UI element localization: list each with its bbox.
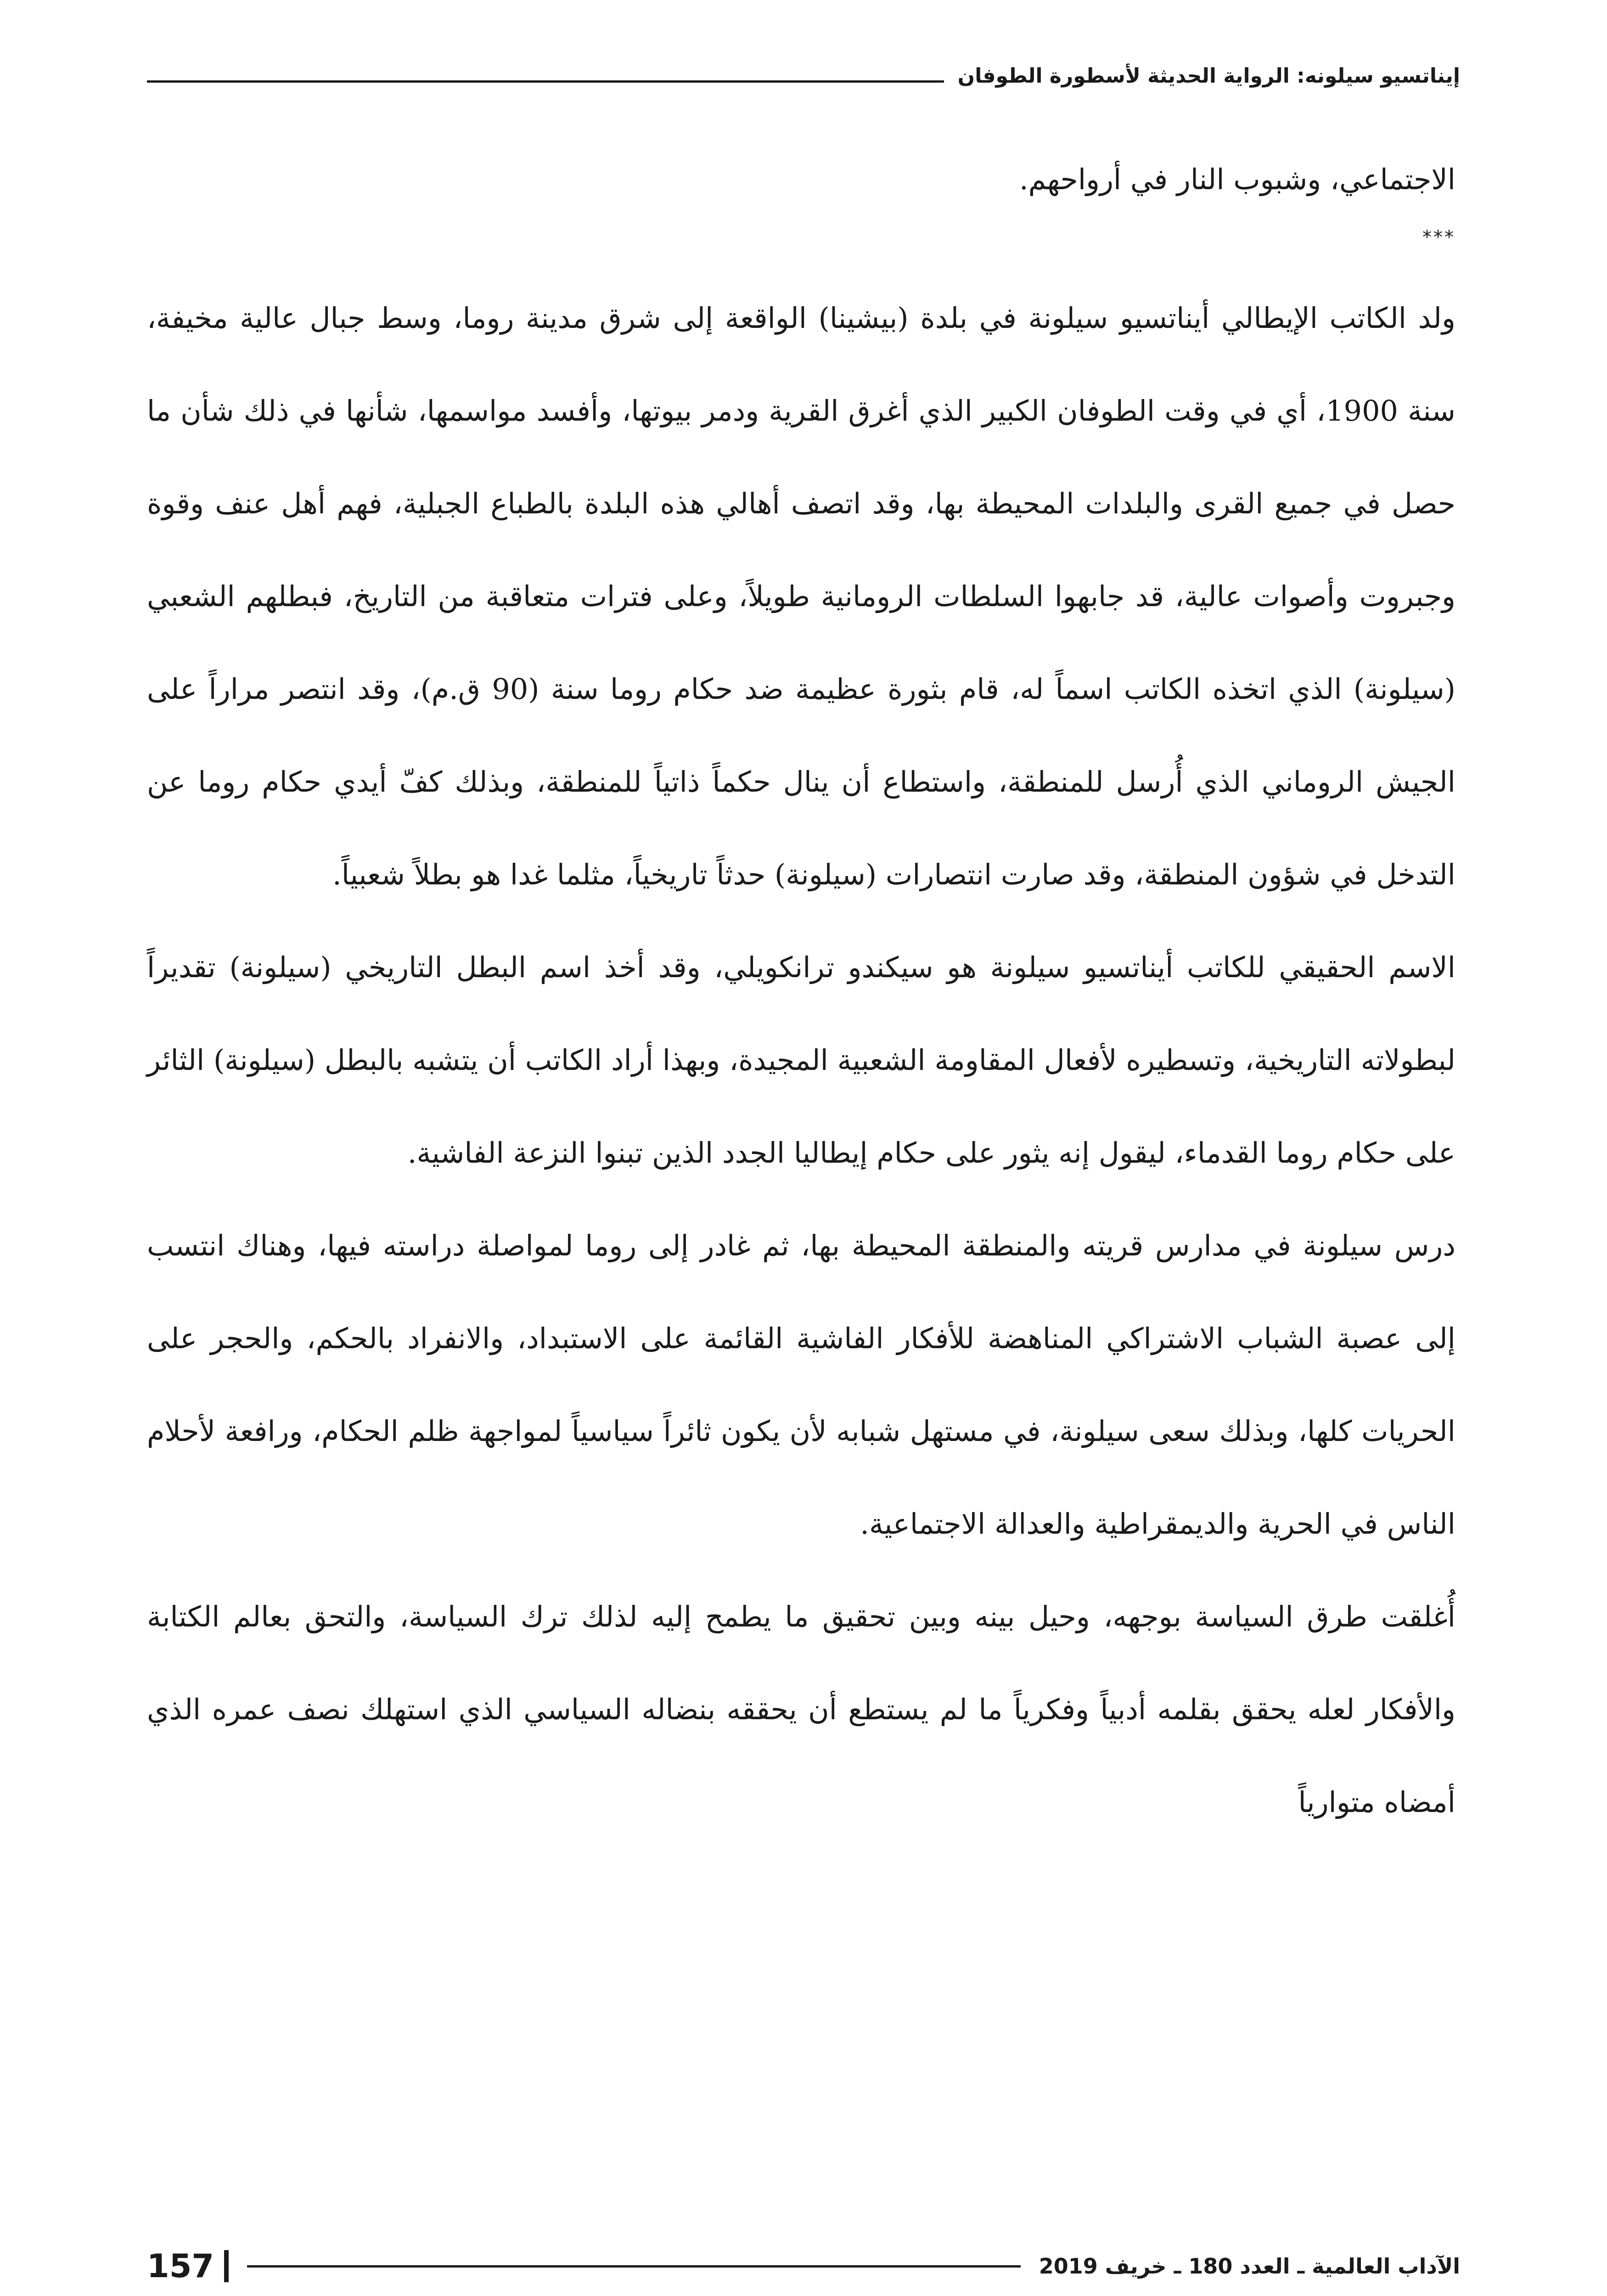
paragraph-1: الاجتماعي، وشبوب النار في أرواحهم.	[1019, 163, 1455, 196]
paragraph-5: أُغلقت طرق السياسة بوجهه، وحيل بينه وبين تحقيق ما يطمح إليه لذلك ترك السياسة، والتحق بعالم الكتابة والأفكار لعله يحقق بقلمه أدبياً وفكرياً ما لم يستطع أن يحققه بنضاله السياسي الذي استهلك نصف عمره الذي أمضاه متوارياً	[147, 1600, 1455, 1819]
paragraph-2: ولد الكاتب الإيطالي أيناتسيو سيلونة في بلدة (بيشينا) الواقعة إلى شرق مدينة روما، وسط جبال عالية مخيفة، سنة 1900، أي في وقت الطوفان الكبير الذي أغرق القرية ودمر بيوتها، وأفسد مواسمها، شأنها في ذلك شأن ما حصل في جميع القرى والبلدات المحيطة بها، وقد اتصف أهالي هذه البلدة بالطباع الجبلية، فهم أهل عنف وقوة وجبروت وأصوات عالية، قد جابهوا السلطات الرومانية طويلاً، وعلى فترات متعاقبة من التاريخ، فبطلهم الشعبي (سيلونة) الذي اتخذه الكاتب اسماً له، قام بثورة عظيمة ضد حكام روما سنة (90 ق.م)، وقد انتصر مراراً على الجيش الروماني الذي أُرسل للمنطقة، واستطاع أن ينال حكماً ذاتياً للمنطقة، وبذلك كفّ أيدي حكام روما عن التدخل في شؤون المنطقة، وقد صارت انتصارات (سيلونة) حدثاً تاريخياً، مثلما غدا هو بطلاً شعبياً.	[147, 301, 1456, 891]
footer-rule	[247, 2265, 1021, 2268]
page-number-bar	[224, 2250, 229, 2282]
section-separator: ***	[1422, 227, 1455, 248]
paragraph-4: درس سيلونة في مدارس قريته والمنطقة المحيطة بها، ثم غادر إلى روما لمواصلة دراسته فيها، وهناك انتسب إلى عصبة الشباب الاشتراكي المناهضة للأفكار الفاشية القائمة على الاستبداد، والانفراد بالحكم، والحجر على الحريات كلها، وبذلك سعى سيلونة، في مستهل شبابه لأن يكون ثائراً سياسياً لمواجهة ظلم الحكام، ورافعة لأحلام الناس في الحرية والديمقراطية والعدالة الاجتماعية.	[147, 1229, 1455, 1541]
page-footer	[147, 2243, 1460, 2289]
article-body	[147, 133, 1455, 1849]
page-number: 157	[147, 2247, 214, 2285]
page-number-block	[147, 2247, 229, 2285]
journal-info: الآداب العالمية ـ العدد 180 ـ خريف 2019	[1039, 2254, 1460, 2279]
paragraph-3: الاسم الحقيقي للكاتب أيناتسيو سيلونة هو سيكندو ترانكويلي، وقد أخذ اسم البطل التاريخي (سيلونة) تقديراً لبطولاته التاريخية، وتسطيره لأفعال المقاومة الشعبية المجيدة، وبهذا أراد الكاتب أن يتشبه بالبطل (سيلونة) الثائر على حكام روما القدماء، ليقول إنه يثور على حكام إيطاليا الجدد الذين تبنوا النزعة الفاشية.	[147, 951, 1455, 1170]
running-title: إيناتسيو سيلونه: الرواية الحديثة لأسطورة الطوفان	[957, 64, 1460, 88]
running-header	[147, 55, 1460, 96]
header-rule	[147, 80, 944, 83]
